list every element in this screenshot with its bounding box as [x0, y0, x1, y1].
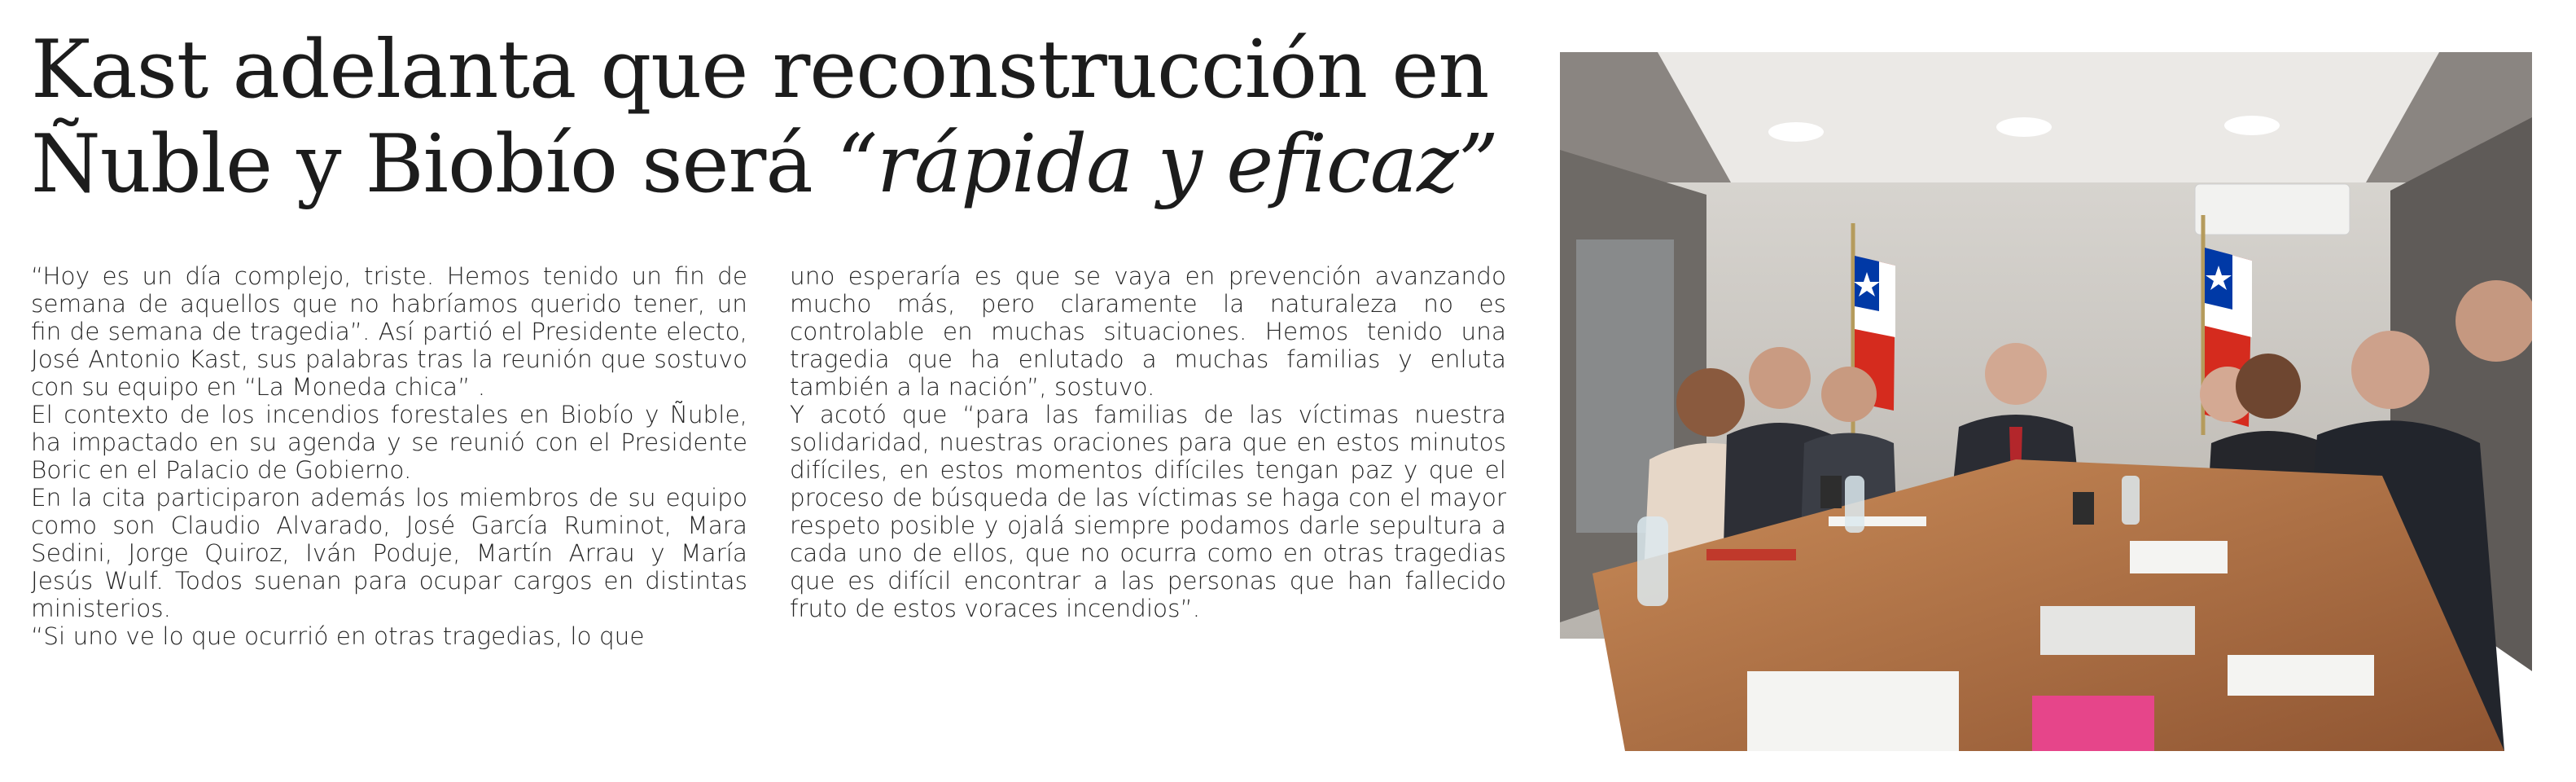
- headline-text: Kast adelanta que reconstrucción en Ñuble y Biobío será: [31, 24, 1489, 211]
- ceiling-light: [1768, 122, 1824, 142]
- headline-quote: “rápida y eficaz”: [836, 118, 1498, 211]
- paragraph: “Hoy es un día complejo, triste. Hemos tenido un fin de semana de aquellos que no habríamos querido tener, un fin de semana de tragedia”. Así partió el Presidente electo, José Antonio Kast, sus palabras tras la reunión que sostuvo con su equipo en “La Moneda chica” .: [31, 262, 747, 401]
- ceiling-panel: [1658, 52, 2439, 182]
- paragraph: uno esperaría es que se vaya en prevención avanzando mucho más, pero claramente la naturaleza no es controlable en muchas situaciones. Hemos tenido una tragedia que ha enlutado a muchas familias y enluta también a la nación”, sostuvo.: [790, 262, 1506, 401]
- air-conditioner: [2195, 184, 2350, 235]
- paragraph: En la cita participaron además los miembros de su equipo como son Claudio Alvarado, José García Ruminot, Mara Sedini, Jorge Quiroz, Iván Poduje, Martín Arrau y María Jesús Wulf. Todos suenan para ocupar cargos en distintas ministerios.: [31, 484, 747, 622]
- paragraph: El contexto de los incendios forestales en Biobío y Ñuble, ha impactado en su agenda y se reunió con el Presidente Boric en el Palacio de Gobierno.: [31, 401, 747, 484]
- paragraph: Y acotó que “para las familias de las víctimas nuestra solidaridad, nuestras oraciones para que en estos minutos difíciles, en estos momentos difíciles tengan paz y que el proceso de búsqueda de las víctimas se haga con el mayor respeto posible y ojalá siempre podamos darle sepultura a cada uno de ellos, que no ocurra como en otras tragedias que es difícil encontrar a las personas que han fallecido fruto de estos voraces incendios”.: [790, 401, 1506, 622]
- meeting-photo: [1560, 52, 2532, 751]
- ceiling-light: [1996, 117, 2052, 137]
- article-column-1: [31, 262, 747, 650]
- article-headline: [31, 23, 1529, 212]
- article-column-2: [790, 262, 1506, 622]
- paragraph: “Si uno ve lo que ocurrió en otras tragedias, lo que: [31, 622, 645, 650]
- ceiling-light: [2224, 116, 2280, 135]
